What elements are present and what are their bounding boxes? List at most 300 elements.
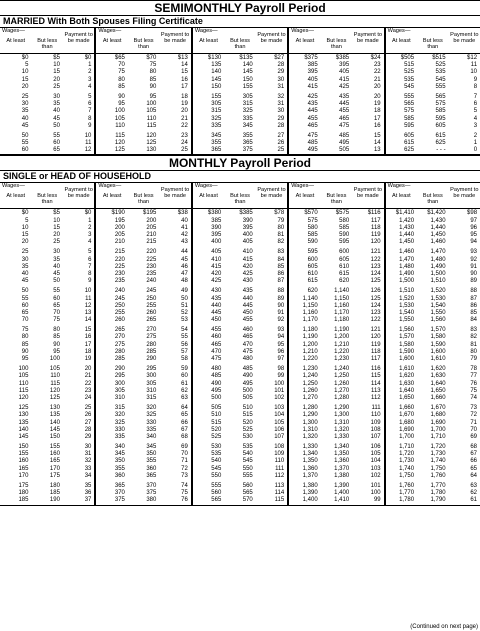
payment-amount: 65: [181, 412, 188, 419]
payment-amount: 122: [370, 256, 381, 263]
continued-note: (Continued on next page): [410, 624, 478, 630]
table-row: [96, 232, 190, 239]
payment-amount: 102: [274, 394, 285, 401]
wage-but-less-than: 260: [146, 309, 157, 316]
wage-at-least: 535: [211, 451, 222, 458]
table-row: [0, 69, 94, 76]
payment-amount: 71: [181, 458, 188, 465]
payment-amount: 76: [181, 497, 188, 504]
wage-at-least: $505: [400, 55, 415, 61]
wage-but-less-than: 155: [49, 444, 60, 451]
table-row: [193, 288, 287, 295]
wage-at-least: 1,640: [399, 387, 415, 394]
wage-at-least: 305: [114, 387, 125, 394]
payment-amount: 89: [277, 295, 285, 302]
payment-amount: 101: [274, 387, 285, 394]
payment-label: Payment to be made: [450, 31, 479, 44]
table-row: [289, 466, 383, 473]
payment-amount: 104: [274, 412, 285, 419]
table-row: [96, 249, 190, 256]
at-least-label: At least: [295, 193, 315, 200]
wage-at-least: 90: [118, 93, 125, 100]
table-row: [96, 497, 190, 504]
wage-but-less-than: 95: [149, 93, 157, 100]
payment-amount: 24: [84, 394, 92, 401]
wage-but-less-than: 1,690: [430, 419, 446, 426]
payment-amount: 11: [470, 62, 478, 69]
payment-amount: 117: [371, 217, 381, 224]
payment-amount: 109: [274, 451, 285, 458]
wage-but-less-than: 545: [242, 458, 253, 465]
wage-but-less-than: 525: [435, 62, 446, 69]
wage-but-less-than: 275: [146, 334, 157, 341]
wage-but-less-than: 1,430: [430, 217, 446, 224]
wage-at-least: 415: [211, 263, 222, 270]
payment-amount: 67: [470, 451, 478, 458]
wage-at-least: 480: [211, 366, 222, 373]
table-rows: [0, 54, 94, 154]
wage-but-less-than: 220: [146, 249, 157, 256]
wage-at-least: 115: [18, 387, 29, 394]
table-row: [289, 278, 383, 285]
payment-amount: 19: [84, 356, 92, 362]
payment-amount: 54: [181, 327, 188, 334]
wage-at-least: 1,140: [302, 295, 318, 302]
table-row: [96, 412, 190, 419]
wage-but-less-than: 110: [50, 373, 60, 380]
wage-but-less-than: 455: [242, 317, 253, 324]
payment-label: Payment to be made: [353, 187, 383, 200]
payment-amount: 20: [373, 83, 381, 90]
wage-but-less-than: 1,620: [430, 366, 446, 373]
table-row: [96, 356, 190, 363]
wage-but-less-than: 65: [53, 147, 60, 154]
wage-but-less-than: 1,230: [334, 356, 350, 362]
at-least-label: At least: [102, 37, 122, 44]
table-row: [193, 264, 287, 271]
wage-but-less-than: 100: [49, 356, 60, 362]
payment-amount: 68: [181, 433, 188, 440]
wage-at-least: 575: [307, 217, 318, 224]
payment-amount: 26: [277, 140, 285, 147]
wage-but-less-than: $195: [142, 210, 157, 217]
payment-amount: 81: [470, 341, 478, 348]
table-row: [386, 405, 480, 412]
wage-but-less-than: 330: [146, 419, 157, 426]
wage-at-least: 560: [211, 490, 222, 497]
payment-amount: 9: [88, 122, 92, 129]
wage-at-least: 1,240: [302, 373, 318, 380]
wage-but-less-than: 1,700: [430, 426, 446, 433]
wage-at-least: 35: [21, 263, 29, 270]
table-row: [386, 101, 480, 108]
wage-at-least: 350: [114, 458, 125, 465]
payment-amount: 19: [373, 101, 381, 108]
table-row: [0, 466, 94, 473]
wage-at-least: $375: [304, 55, 318, 61]
payment-amount: 7: [88, 108, 92, 115]
wage-at-least: 95: [21, 356, 29, 362]
wage-at-least: 175: [18, 483, 29, 489]
wage-but-less-than: 1,670: [430, 405, 446, 412]
table-row: [193, 334, 287, 341]
wage-at-least: 145: [211, 76, 222, 83]
table-row: [386, 412, 480, 419]
wage-but-less-than: 545: [435, 76, 446, 83]
wage-but-less-than: 60: [53, 295, 60, 302]
table-row: [289, 101, 383, 108]
payment-amount: 110: [371, 412, 381, 419]
wage-at-least: 70: [21, 317, 29, 324]
table-row: [0, 310, 94, 317]
table-row: [289, 483, 383, 490]
table-row: [96, 373, 190, 380]
wage-but-less-than: $5: [53, 55, 60, 61]
wage-but-less-than: 270: [146, 327, 157, 334]
table-row: [96, 296, 190, 303]
table-row: [0, 373, 94, 380]
table-row: [289, 232, 383, 239]
table-row: [386, 62, 480, 69]
payment-amount: 57: [181, 348, 188, 355]
wage-at-least: 545: [404, 83, 415, 90]
wage-at-least: 30: [21, 256, 29, 263]
payment-amount: 30: [277, 108, 285, 115]
table-row: [289, 451, 383, 458]
payment-amount: 2: [88, 224, 92, 231]
payment-amount: 51: [181, 302, 188, 309]
payment-amount: 80: [277, 224, 285, 231]
wage-at-least: 50: [21, 288, 29, 295]
wage-at-least: 60: [21, 302, 29, 309]
table-row: [193, 271, 287, 278]
payment-amount: 0: [473, 147, 478, 154]
wage-at-least: 150: [18, 444, 29, 451]
wage-but-less-than: $385: [239, 210, 253, 217]
wage-at-least: 1,340: [302, 451, 318, 458]
payment-amount: 120: [370, 334, 381, 341]
wage-at-least: 1,470: [399, 256, 415, 263]
wage-but-less-than: 485: [242, 366, 253, 373]
wage-at-least: 1,270: [302, 394, 318, 401]
table-row: [96, 483, 190, 490]
payment-amount: 6: [88, 256, 92, 263]
payment-amount: 84: [277, 256, 285, 263]
table-row: [0, 225, 94, 232]
wage-at-least: 620: [307, 288, 318, 295]
payment-amount: 21: [84, 373, 92, 380]
wage-at-least: 125: [114, 147, 125, 154]
wages-label: Wages—: [387, 183, 411, 190]
wage-but-less-than: $515: [432, 55, 446, 61]
wage-but-less-than: 540: [242, 451, 253, 458]
wage-but-less-than: 1,220: [334, 348, 350, 355]
table-row: [289, 140, 383, 147]
payment-amount: 4: [473, 115, 478, 122]
table-row: [96, 94, 190, 101]
payment-amount: 91: [470, 263, 478, 270]
wage-at-least: 1,770: [399, 490, 415, 497]
table-row: [386, 147, 480, 154]
table-row: [193, 303, 287, 310]
wage-but-less-than: $575: [335, 210, 350, 217]
table-row: [289, 373, 383, 380]
but-less-than-label: But less than: [37, 37, 58, 50]
table-row: [0, 490, 94, 497]
payment-amount: 28: [84, 426, 92, 433]
wages-label: Wages—: [194, 183, 218, 190]
payment-amount: 17: [84, 341, 92, 348]
table-row: [289, 84, 383, 91]
wage-at-least: 1,150: [302, 302, 318, 309]
table-row: [386, 271, 480, 278]
payment-amount: 18: [181, 93, 188, 100]
payment-amount: 14: [84, 317, 92, 324]
table-row: [386, 434, 480, 441]
wage-but-less-than: 345: [242, 122, 253, 129]
payment-amount: 97: [470, 217, 478, 224]
payment-amount: $13: [177, 55, 188, 61]
wage-but-less-than: 40: [53, 108, 60, 115]
wage-but-less-than: 15: [53, 69, 60, 76]
column-header: [386, 183, 480, 209]
payment-amount: 3: [88, 232, 92, 238]
payment-amount: 113: [371, 387, 381, 394]
payment-amount: 100: [370, 490, 381, 497]
table-row: [0, 94, 94, 101]
wage-at-least: 1,590: [399, 348, 415, 355]
payment-amount: 77: [470, 373, 478, 380]
wage-but-less-than: 1,470: [430, 249, 446, 256]
column-header: [96, 28, 190, 54]
table-row: [386, 69, 480, 76]
at-least-label: At least: [392, 37, 411, 44]
payment-amount: 105: [274, 419, 285, 426]
table-row: [386, 458, 480, 465]
wage-at-least: 1,650: [399, 394, 415, 401]
table-row: [0, 288, 94, 295]
wage-but-less-than: 315: [242, 101, 253, 108]
table-row: [386, 55, 480, 62]
table-row: [96, 327, 190, 334]
table-row: [193, 349, 287, 356]
table-row: [386, 451, 480, 458]
wages-label: Wages—: [194, 28, 218, 34]
table-row: [0, 249, 94, 256]
wage-at-least: 1,230: [302, 366, 318, 373]
wage-at-least: 75: [118, 69, 125, 76]
payment-amount: 29: [277, 69, 285, 76]
table-row: [0, 412, 94, 419]
payment-amount: 8: [473, 83, 478, 90]
payment-amount: 27: [84, 419, 92, 426]
wage-but-less-than: 310: [146, 387, 157, 394]
wage-but-less-than: 1,510: [430, 278, 446, 285]
table-row: [193, 147, 287, 154]
wage-but-less-than: 40: [53, 263, 60, 270]
wage-but-less-than: 1,210: [334, 341, 350, 348]
table-row: [193, 317, 287, 324]
table-row: [289, 55, 383, 62]
table-row: [193, 466, 287, 473]
payment-amount: 63: [181, 394, 188, 401]
table-row: [289, 497, 383, 504]
table-column-group: [0, 28, 94, 154]
payment-amount: 95: [470, 232, 478, 238]
wage-at-least: 305: [211, 101, 222, 108]
wage-but-less-than: 1,740: [430, 458, 446, 465]
wage-at-least: 1,480: [399, 263, 415, 270]
wage-at-least: 30: [21, 101, 29, 108]
payment-amount: 56: [181, 341, 188, 348]
table-row: [289, 458, 383, 465]
wage-at-least: $130: [207, 55, 222, 61]
table-row: [289, 77, 383, 84]
payment-amount: 1: [88, 62, 92, 69]
table-row: [193, 225, 287, 232]
monthly-table: [0, 183, 480, 505]
payment-amount: 114: [371, 380, 381, 387]
table-row: [289, 444, 383, 451]
payment-amount: 83: [277, 249, 285, 256]
table-row: [289, 366, 383, 373]
table-row: [96, 310, 190, 317]
payment-amount: 119: [371, 341, 381, 348]
wage-but-less-than: 55: [53, 288, 60, 295]
wage-at-least: 440: [211, 302, 222, 309]
table-row: [0, 356, 94, 363]
wage-at-least: 1,690: [399, 426, 415, 433]
payment-amount: 21: [373, 76, 381, 83]
wage-at-least: 215: [114, 249, 125, 256]
payment-amount: 106: [370, 444, 381, 451]
payment-amount: 125: [370, 295, 381, 302]
wage-at-least: 105: [114, 115, 125, 122]
wage-but-less-than: 475: [242, 348, 253, 355]
table-row: [96, 123, 190, 130]
payment-amount: 117: [371, 356, 381, 362]
wage-but-less-than: 75: [149, 62, 157, 69]
table-row: [289, 147, 383, 154]
wage-but-less-than: 45: [53, 270, 60, 277]
payment-amount: 66: [470, 458, 478, 465]
wage-but-less-than: 1,320: [334, 426, 350, 433]
wage-but-less-than: 150: [49, 433, 60, 440]
wage-at-least: 15: [21, 232, 29, 238]
wage-but-less-than: 280: [146, 341, 157, 348]
table-row: [96, 62, 190, 69]
payment-amount: 45: [181, 256, 188, 263]
table-row: [289, 388, 383, 395]
wage-at-least: 470: [211, 348, 222, 355]
wage-but-less-than: 1,600: [430, 348, 446, 355]
wage-at-least: 1,290: [302, 412, 318, 419]
table-row: [193, 123, 287, 130]
wage-but-less-than: 20: [53, 76, 60, 83]
payment-amount: 88: [277, 288, 285, 295]
payment-amount: 107: [274, 433, 285, 440]
payment-amount: 82: [470, 334, 478, 341]
payment-amount: 43: [181, 239, 188, 246]
payment-amount: 60: [181, 373, 188, 380]
table-row: [386, 427, 480, 434]
table-row: [386, 225, 480, 232]
wage-but-less-than: 415: [242, 256, 253, 263]
wage-at-least: 180: [18, 490, 29, 497]
payment-amount: 4: [88, 83, 92, 90]
payment-amount: 35: [84, 483, 92, 489]
wage-but-less-than: 500: [242, 387, 253, 394]
wage-but-less-than: 410: [242, 249, 253, 256]
table-row: [0, 420, 94, 427]
table-row: [386, 395, 480, 402]
wage-at-least: 195: [114, 217, 125, 224]
wage-at-least: 490: [211, 380, 222, 387]
wage-but-less-than: 25: [53, 83, 60, 90]
wage-at-least: 465: [211, 341, 222, 348]
table-row: [193, 483, 287, 490]
wage-but-less-than: 120: [146, 132, 157, 139]
payment-amount: 124: [370, 302, 381, 309]
table-row: [193, 232, 287, 239]
payment-amount: 94: [470, 239, 478, 246]
payment-amount: 116: [371, 366, 381, 373]
wage-but-less-than: 125: [146, 140, 157, 147]
table-row: [0, 451, 94, 458]
payment-amount: 72: [181, 465, 188, 472]
payment-amount: 76: [470, 380, 478, 387]
table-column-group: [384, 28, 480, 154]
table-column-group: [191, 183, 287, 504]
wage-at-least: 555: [404, 93, 415, 100]
table-row: [193, 373, 287, 380]
wages-label: Wages—: [2, 28, 25, 34]
payment-amount: 88: [470, 288, 478, 295]
payment-amount: 29: [277, 115, 285, 122]
payment-amount: 33: [84, 465, 92, 472]
wage-but-less-than: 1,170: [334, 309, 350, 316]
table-row: [96, 225, 190, 232]
table-row: [193, 296, 287, 303]
table-row: [386, 296, 480, 303]
wage-but-less-than: $5: [53, 210, 60, 217]
wage-but-less-than: 1,260: [334, 380, 350, 387]
table-row: [289, 427, 383, 434]
wage-but-less-than: 375: [146, 490, 157, 497]
payment-amount: $0: [84, 210, 92, 217]
payment-amount: 108: [370, 426, 381, 433]
wage-at-least: 275: [114, 341, 125, 348]
table-row: [289, 381, 383, 388]
table-row: [96, 116, 190, 123]
wage-but-less-than: 1,580: [430, 334, 446, 341]
wage-at-least: 500: [211, 394, 222, 401]
table-row: [289, 356, 383, 363]
wage-but-less-than: 140: [242, 62, 253, 69]
wage-but-less-than: 620: [339, 278, 350, 285]
table-row: [289, 271, 383, 278]
wage-at-least: 1,750: [399, 472, 415, 479]
table-row: [0, 395, 94, 402]
table-row: [289, 296, 383, 303]
payment-amount: 92: [277, 317, 285, 324]
table-row: [0, 147, 94, 154]
wage-at-least: 625: [404, 147, 415, 154]
wage-but-less-than: 585: [435, 108, 446, 115]
wage-but-less-than: 255: [146, 302, 157, 309]
wage-but-less-than: 1,140: [334, 288, 350, 295]
payment-amount: 6: [88, 101, 92, 108]
